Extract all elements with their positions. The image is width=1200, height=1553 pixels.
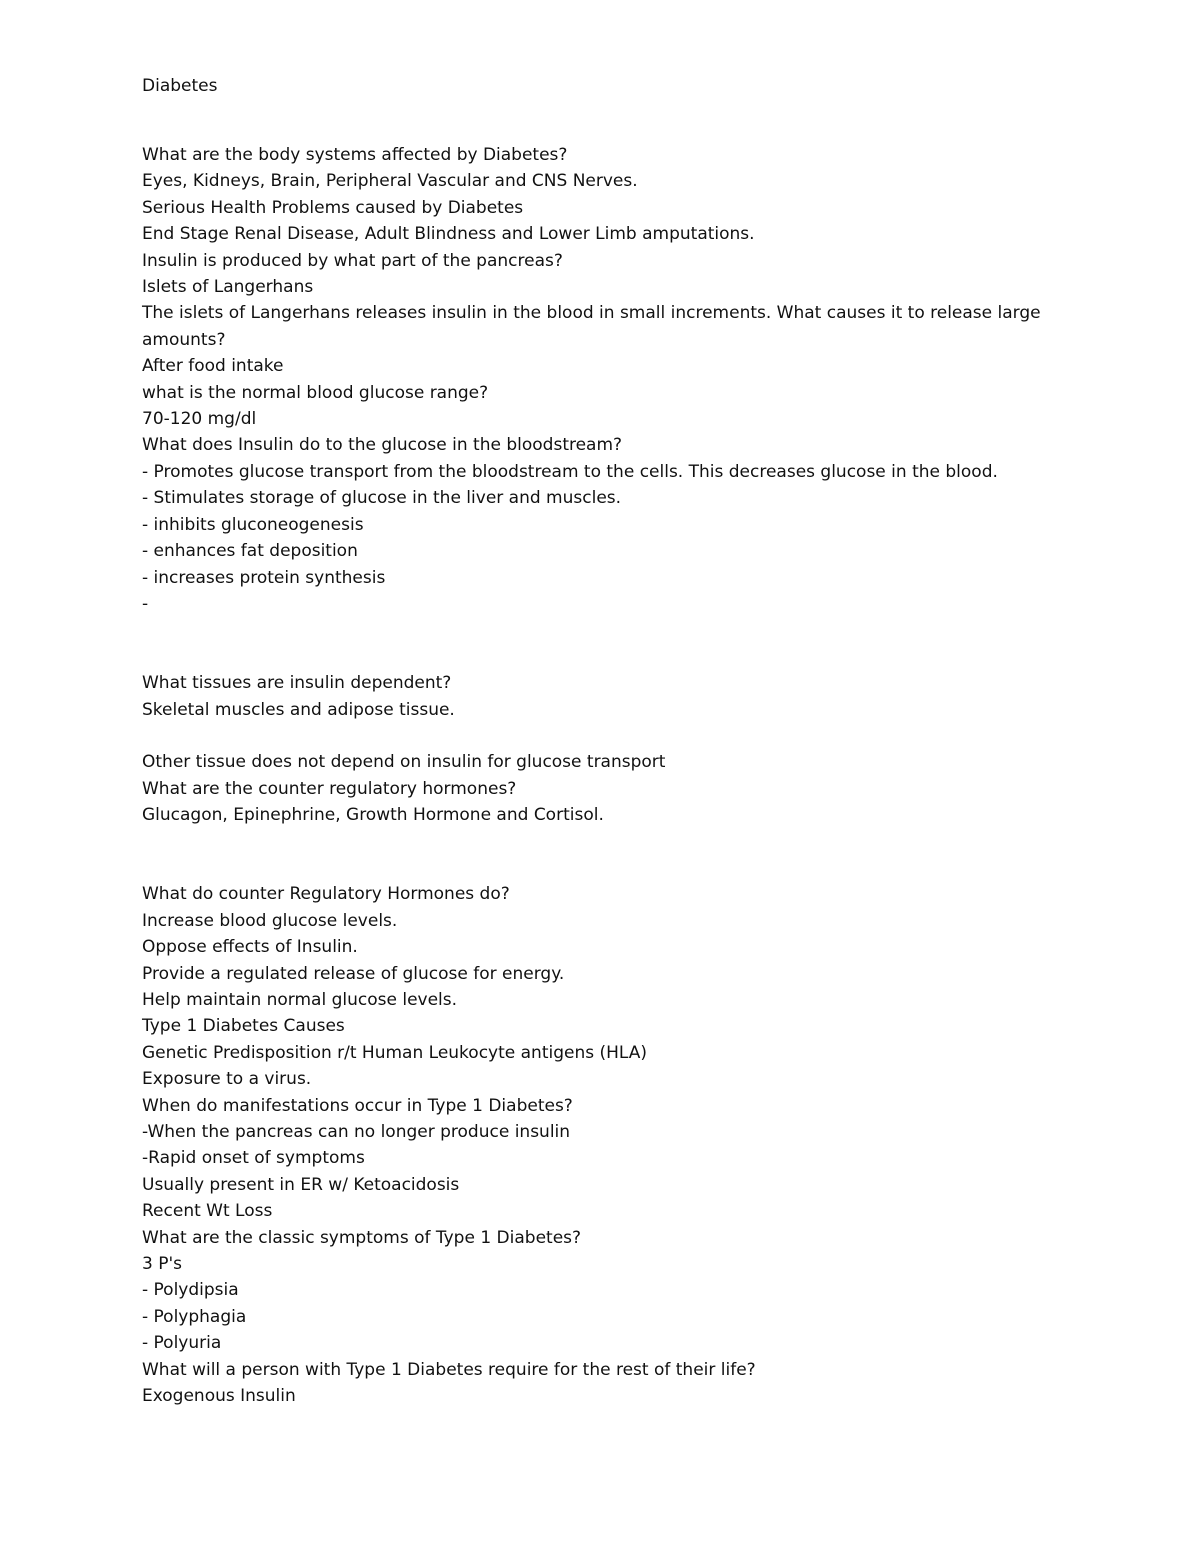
text-line: Exogenous Insulin — [142, 1386, 296, 1407]
text-line: When do manifestations occur in Type 1 Diabetes? — [142, 1095, 573, 1116]
text-line: Usually present in ER w/ Ketoacidosis — [142, 1174, 460, 1195]
text-line: - increases protein synthesis — [142, 567, 386, 588]
text-line: What are the counter regulatory hormones? — [142, 778, 517, 799]
text-line: Islets of Langerhans — [142, 277, 314, 298]
blank-line — [142, 617, 1072, 643]
text-line: Oppose effects of Insulin. — [142, 937, 358, 958]
text-line: 3 P's — [142, 1253, 183, 1274]
text-line: Exposure to a virus. — [142, 1069, 312, 1090]
text-line: -When the pancreas can no longer produce insulin — [142, 1121, 571, 1142]
blank-line — [142, 829, 1072, 855]
text-line: Recent Wt Loss — [142, 1201, 273, 1222]
text-line: Glucagon, Epinephrine, Growth Hormone and Cortisol. — [142, 805, 604, 826]
text-line: - enhances fat deposition — [142, 541, 358, 562]
text-line: - Polyuria — [142, 1333, 222, 1354]
text-line: What tissues are insulin dependent? — [142, 673, 452, 694]
text-line: Provide a regulated release of glucose for energy. — [142, 963, 565, 984]
text-line: - — [142, 593, 149, 614]
text-line: What are the body systems affected by Diabetes? — [142, 145, 568, 165]
text-line: - Promotes glucose transport from the bloodstream to the cells. This decreases glucose in the blood. — [142, 461, 998, 482]
text-line: 70-120 mg/dl — [142, 409, 257, 430]
text-line: What does Insulin do to the glucose in the bloodstream? — [142, 435, 623, 456]
text-line: After food intake — [142, 356, 284, 377]
text-line: Insulin is produced by what part of the pancreas? — [142, 250, 563, 271]
text-line: Serious Health Problems caused by Diabetes — [142, 197, 524, 218]
blank-line — [142, 723, 1072, 749]
text-line: What will a person with Type 1 Diabetes require for the rest of their life? — [142, 1359, 756, 1380]
text-line: -Rapid onset of symptoms — [142, 1148, 365, 1169]
text-line: Type 1 Diabetes Causes — [142, 1016, 345, 1037]
text-line: Other tissue does not depend on insulin for glucose transport — [142, 752, 666, 773]
text-line: Skeletal muscles and adipose tissue. — [142, 699, 455, 720]
text-line: Increase blood glucose levels. — [142, 910, 398, 931]
text-line: Help maintain normal glucose levels. — [142, 989, 458, 1010]
blank-line — [142, 855, 1072, 881]
text-line: The islets of Langerhans releases insulin in the blood in small increments. What causes it to release large amounts? — [142, 303, 1041, 350]
text-line: Genetic Predisposition r/t Human Leukocyte antigens (HLA) — [142, 1042, 648, 1063]
text-line: - Polyphagia — [142, 1306, 247, 1327]
document-title: Diabetes — [142, 76, 218, 96]
text-line: What are the classic symptoms of Type 1 Diabetes? — [142, 1227, 582, 1248]
text-line: Eyes, Kidneys, Brain, Peripheral Vascular and CNS Nerves. — [142, 171, 638, 192]
document-body — [142, 142, 1072, 1409]
text-line: what is the normal blood glucose range? — [142, 382, 489, 403]
text-line: - Polydipsia — [142, 1280, 239, 1301]
text-line: What do counter Regulatory Hormones do? — [142, 884, 510, 905]
text-line: End Stage Renal Disease, Adult Blindness and Lower Limb amputations. — [142, 224, 755, 245]
text-line: - inhibits gluconeogenesis — [142, 514, 364, 535]
blank-line — [142, 644, 1072, 670]
text-line: - Stimulates storage of glucose in the liver and muscles. — [142, 488, 622, 509]
